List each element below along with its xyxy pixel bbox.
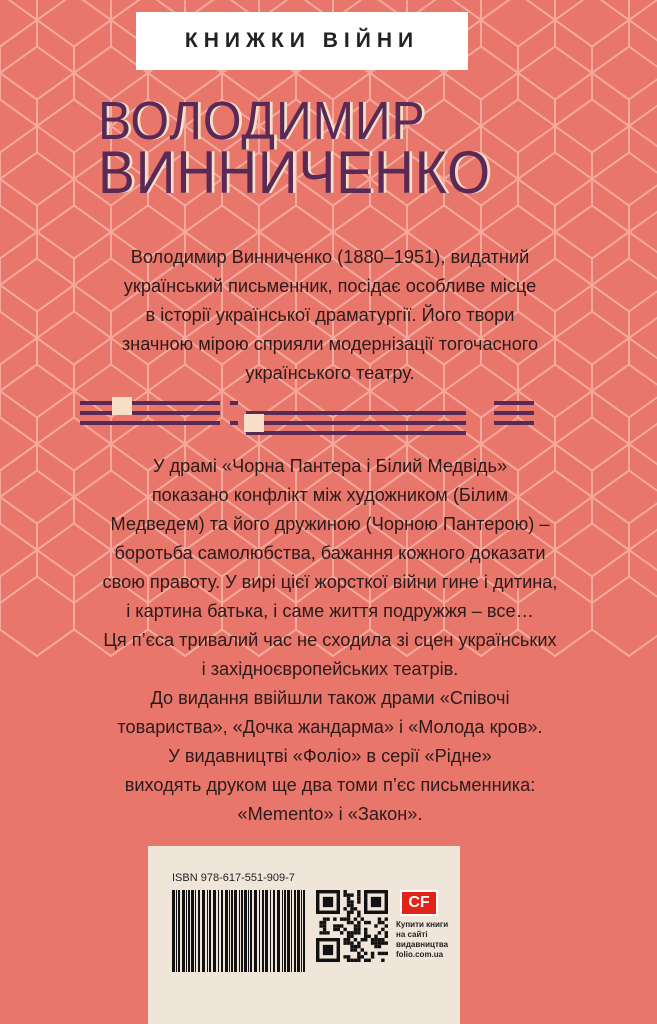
barcode-bar [277, 890, 280, 972]
body-line: виходять друком ще два томи п’єс письменника: [124, 775, 536, 795]
qr-module [374, 935, 377, 938]
qr-module [385, 941, 388, 944]
body-line: боротьба самолюбства, бажання кожного доказати [114, 543, 546, 563]
barcode-bar [213, 890, 216, 972]
barcode-bar [291, 890, 292, 972]
qr-module [347, 897, 350, 900]
qr-module [381, 921, 384, 924]
qr-module [357, 924, 360, 927]
buy-line: Купити книги [396, 920, 449, 929]
pattern-cell [0, 285, 37, 391]
intro-paragraph [40, 243, 620, 388]
barcode-bar [172, 890, 175, 972]
qr-module [323, 928, 326, 931]
barcode-bar [259, 890, 260, 972]
qr-module [385, 917, 388, 920]
barcode-bar [301, 890, 302, 972]
qr-module [347, 938, 350, 941]
qr-module [350, 941, 353, 944]
qr-module [354, 924, 357, 927]
publisher-logo: CF [400, 890, 438, 916]
barcode-bar [209, 890, 211, 972]
barcode-bar [231, 890, 233, 972]
author-first-name: ВОЛОДИМИР [98, 91, 426, 151]
qr-module [378, 941, 381, 944]
qr-module [357, 900, 360, 903]
barcode-bar [182, 890, 185, 972]
qr-module [350, 921, 353, 924]
qr-module [361, 948, 364, 951]
barcode-bar [186, 890, 187, 972]
qr-module [347, 921, 350, 924]
body-line: Медведем) та його дружиною (Чорною Пантерою) – [110, 514, 550, 534]
qr-module [323, 931, 326, 934]
intro-line: українського театру. [245, 363, 415, 383]
pattern-cell [592, 20, 657, 126]
qr-module [350, 935, 353, 938]
qr-module [381, 959, 384, 962]
qr-module [319, 931, 322, 934]
qr-module [354, 945, 357, 948]
qr-module [361, 917, 364, 920]
buy-line: folio.com.ua [396, 950, 444, 959]
qr-module [347, 959, 350, 962]
qr-module [357, 952, 360, 955]
qr-module [350, 893, 353, 896]
qr-module [364, 921, 367, 924]
qr-module [364, 952, 367, 955]
qr-module [323, 924, 326, 927]
qr-module [340, 924, 343, 927]
qr-module [357, 921, 360, 924]
barcode-bar [234, 890, 237, 972]
qr-module [354, 948, 357, 951]
qr-module [357, 914, 360, 917]
body-line: У видавництві «Фоліо» в серії «Рідне» [168, 746, 492, 766]
qr-module [333, 917, 336, 920]
qr-module [378, 931, 381, 934]
qr-module [337, 928, 340, 931]
barcode-bar [202, 890, 205, 972]
qr-module [357, 941, 360, 944]
qr-module [343, 938, 346, 941]
pattern-cell [0, 497, 37, 603]
qr-module [381, 941, 384, 944]
qr-module [319, 921, 322, 924]
qr-module [337, 924, 340, 927]
qr-module [367, 921, 370, 924]
body-line: «Memento» і «Закон». [237, 804, 423, 824]
qr-module [367, 959, 370, 962]
qr-module [347, 941, 350, 944]
qr-module [326, 917, 329, 920]
barcode-bar [218, 890, 219, 972]
qr-module [347, 955, 350, 958]
qr-module [347, 931, 350, 934]
qr-module [343, 893, 346, 896]
buy-line: видавництва [396, 940, 449, 949]
buy-online-note [396, 920, 456, 960]
intro-line: значною мірою сприяли модернізації тогочасного [121, 334, 539, 354]
body-line: Ця п’єса тривалий час не сходила зі сцен українських [103, 630, 557, 650]
qr-module [343, 928, 346, 931]
series-title: КНИЖКИ ВІЙНИ [184, 29, 420, 52]
qr-module [350, 900, 353, 903]
qr-module [385, 931, 388, 934]
qr-module [354, 959, 357, 962]
barcode-bar [287, 890, 290, 972]
body-line: і картина батька, і саме життя подружжя – все… [126, 601, 534, 621]
qr-module [385, 924, 388, 927]
qr-module [354, 928, 357, 931]
pattern-cell [592, 0, 657, 20]
pattern-cell [0, 391, 37, 497]
qr-module [350, 959, 353, 962]
qr-module [357, 955, 360, 958]
qr-module [347, 917, 350, 920]
qr-module [326, 931, 329, 934]
qr-module [354, 917, 357, 920]
pattern-cell [629, 497, 657, 603]
qr-module [350, 931, 353, 934]
qr-module [333, 928, 336, 931]
qr-module [350, 904, 353, 907]
qr-module [374, 941, 377, 944]
intro-line: в історії української драматургії. Його твори [145, 305, 515, 325]
series-banner [136, 12, 468, 70]
qr-module [347, 935, 350, 938]
qr-module [347, 911, 350, 914]
qr-module [354, 931, 357, 934]
qr-module [364, 931, 367, 934]
qr-module [381, 938, 384, 941]
qr-module [323, 917, 326, 920]
barcode-bar [270, 890, 271, 972]
barcode-bar [282, 890, 283, 972]
qr-module [343, 955, 346, 958]
qr-module [354, 938, 357, 941]
barcode-bar [188, 890, 190, 972]
barcode-bar [297, 890, 300, 972]
barcode-bar [250, 890, 252, 972]
qr-module [378, 952, 381, 955]
qr-module [371, 952, 374, 955]
qr-module [340, 917, 343, 920]
qr-module [361, 955, 364, 958]
author-last-name: ВИННИЧЕНКО [98, 139, 492, 206]
qr-module [378, 938, 381, 941]
qr-module [357, 959, 360, 962]
isbn-number: ISBN 978-617-551-909-7 [172, 872, 295, 884]
description-paragraph [40, 452, 620, 829]
qr-module [357, 928, 360, 931]
qr-module [374, 945, 377, 948]
barcode-bar [178, 890, 180, 972]
qr-module [378, 921, 381, 924]
qr-module [378, 917, 381, 920]
qr-module [347, 893, 350, 896]
pattern-cell [629, 285, 657, 391]
barcode-bar [207, 890, 208, 972]
barcode-image [170, 890, 308, 972]
pattern-cell [0, 0, 37, 73]
qr-module [323, 921, 326, 924]
barcode-bar [195, 890, 196, 972]
barcode-bar [284, 890, 286, 972]
qr-module [381, 928, 384, 931]
barcode-bar [248, 890, 249, 972]
qr-module [381, 952, 384, 955]
qr-module [371, 897, 381, 907]
qr-module [364, 935, 367, 938]
qr-module [357, 931, 360, 934]
barcode-bar [294, 890, 296, 972]
qr-module [323, 897, 333, 907]
qr-module [319, 924, 322, 927]
qr-module [343, 941, 346, 944]
decorative-divider [80, 397, 580, 439]
barcode-panel [148, 846, 460, 1024]
qr-module [323, 945, 333, 955]
qr-module [357, 897, 360, 900]
qr-module [350, 911, 353, 914]
qr-module [361, 938, 364, 941]
barcode-bar [191, 890, 194, 972]
body-line: свою правоту. У вирі цієї жорсткої війни гине і дитина, [102, 572, 558, 592]
qr-module [347, 900, 350, 903]
qr-module [333, 924, 336, 927]
qr-module [343, 917, 346, 920]
barcode-bar [239, 890, 240, 972]
pattern-cell [592, 126, 657, 232]
barcode-bar [198, 890, 200, 972]
qr-module [364, 938, 367, 941]
qr-module [354, 907, 357, 910]
qr-code-icon [316, 890, 388, 962]
qr-module [357, 945, 360, 948]
qr-module [357, 911, 360, 914]
qr-module [350, 907, 353, 910]
barcode-bar [262, 890, 264, 972]
qr-module [350, 945, 353, 948]
pattern-cell [629, 179, 657, 285]
qr-module [378, 945, 381, 948]
barcode-bar [273, 890, 275, 972]
barcode-bar [241, 890, 243, 972]
body-line: і західноєвропейських театрів. [201, 659, 459, 679]
barcode-bar [244, 890, 247, 972]
intro-line: український письменник, посідає особливе місце [123, 276, 537, 296]
qr-module [371, 938, 374, 941]
qr-module [350, 948, 353, 951]
qr-module [357, 890, 360, 893]
body-line: До видання ввійшли також драми «Співочі [150, 688, 510, 708]
qr-module [374, 924, 377, 927]
barcode-bar [254, 890, 257, 972]
qr-module [340, 931, 343, 934]
barcode-bar [225, 890, 228, 972]
qr-module [364, 959, 367, 962]
barcode-bar [265, 890, 268, 972]
barcode-bar [176, 890, 177, 972]
qr-module [364, 928, 367, 931]
body-line: У драмі «Чорна Пантера і Білий Медвідь» [152, 456, 508, 476]
qr-module [347, 914, 350, 917]
qr-module [385, 935, 388, 938]
qr-module [374, 938, 377, 941]
pattern-cell [629, 73, 657, 179]
qr-module [371, 941, 374, 944]
qr-module [357, 893, 360, 896]
qr-module [367, 935, 370, 938]
qr-module [385, 952, 388, 955]
barcode-bar [303, 890, 305, 972]
pattern-cell [629, 391, 657, 497]
body-line: показано конфлікт між художником (Білим [151, 485, 509, 505]
qr-module [343, 907, 346, 910]
buy-line: на сайті [396, 930, 428, 939]
pattern-cell [0, 73, 37, 179]
qr-module [347, 904, 350, 907]
qr-module [343, 890, 346, 893]
barcode-bar [229, 890, 230, 972]
pattern-cell [0, 179, 37, 285]
qr-module [371, 955, 374, 958]
body-line: товариства», «Дочка жандарма» і «Молода кров». [117, 717, 543, 737]
intro-line: Володимир Винниченко (1880–1951), видатний [130, 247, 530, 267]
barcode-bar [221, 890, 223, 972]
